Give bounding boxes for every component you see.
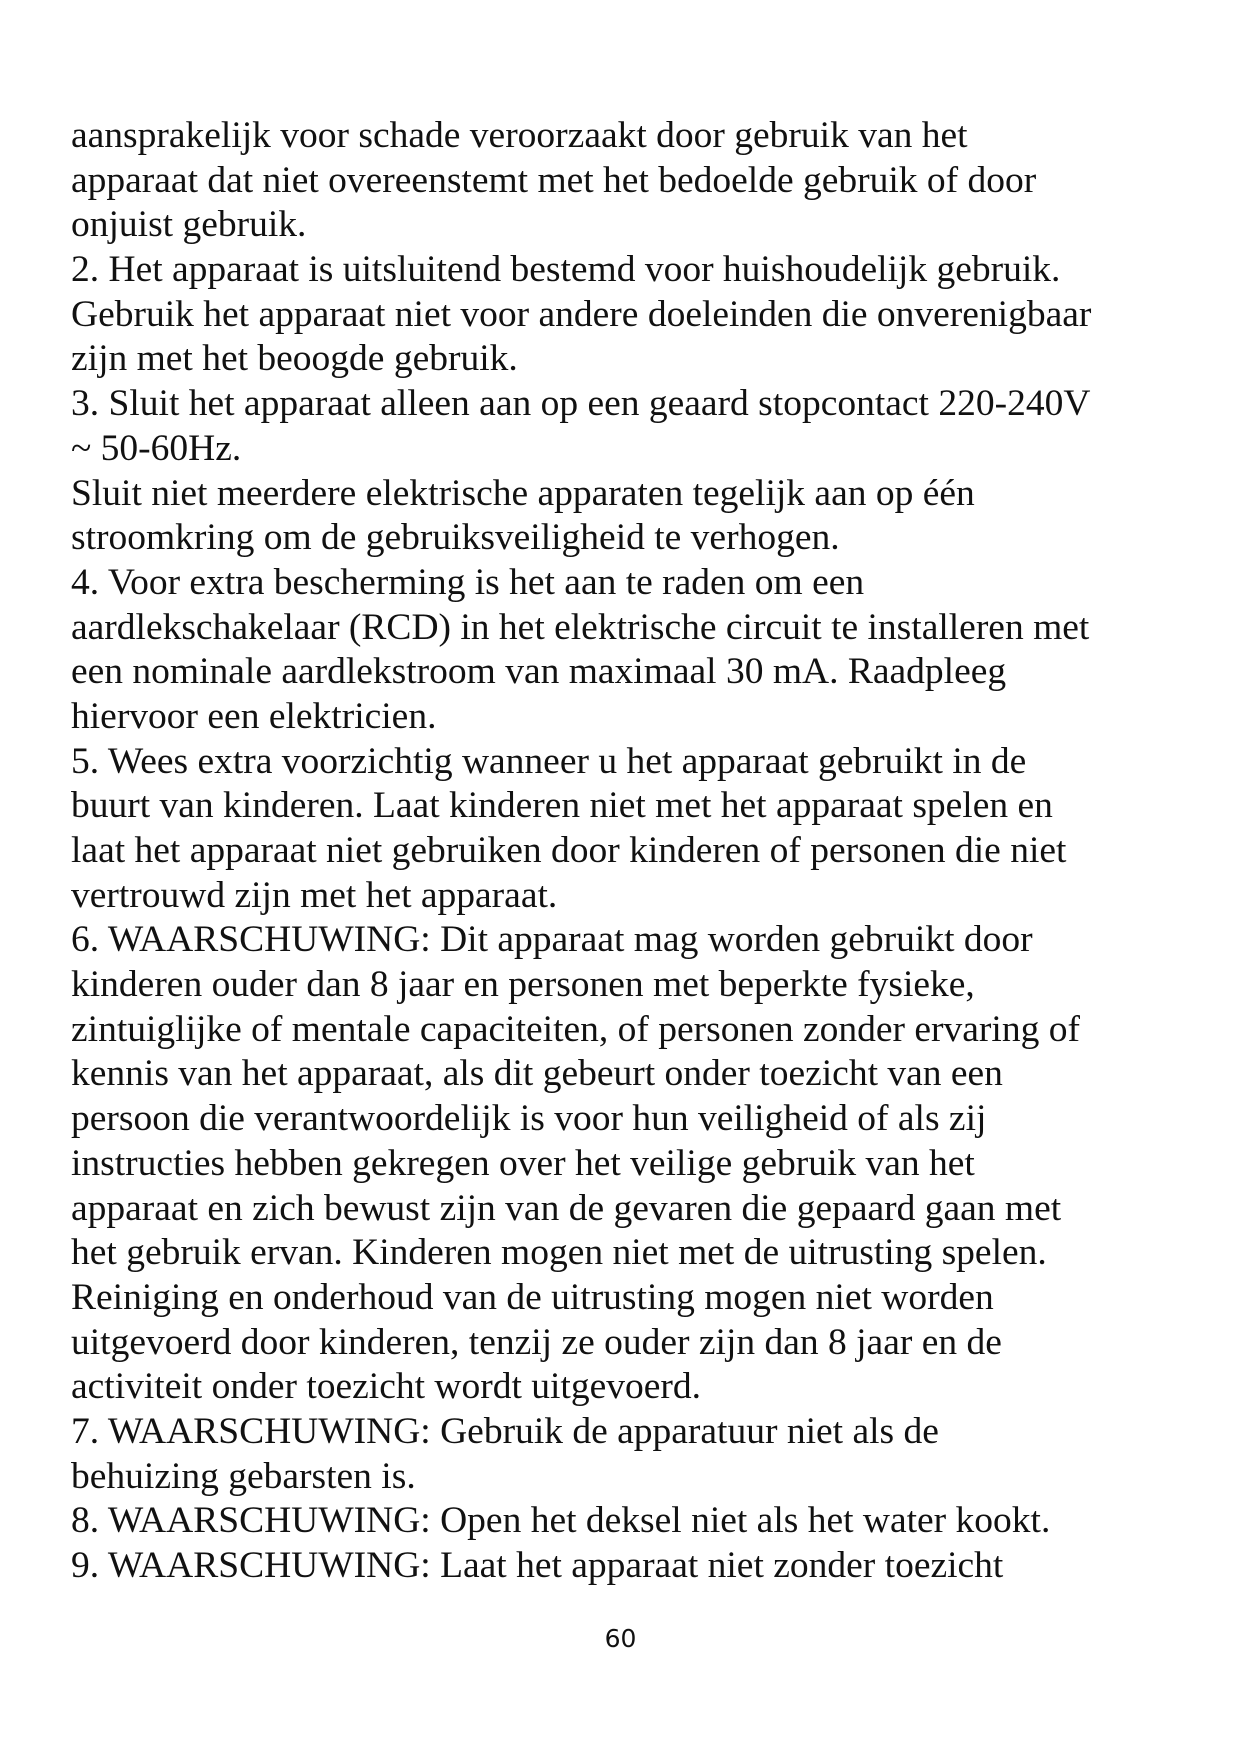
text-line: stroomkring om de gebruiksveiligheid te verhogen. bbox=[71, 517, 840, 559]
text-line: behuizing gebarsten is. bbox=[71, 1455, 416, 1497]
text-line: vertrouwd zijn met het apparaat. bbox=[71, 874, 558, 916]
text-line: instructies hebben gekregen over het veilige gebruik van het bbox=[71, 1142, 975, 1184]
text-line: 3. Sluit het apparaat alleen aan op een geaard stopcontact 220-240V bbox=[71, 383, 1091, 425]
text-line: 6. WAARSCHUWING: Dit apparaat mag worden gebruikt door bbox=[71, 919, 1033, 961]
text-line: 9. WAARSCHUWING: Laat het apparaat niet zonder toezicht bbox=[71, 1545, 1004, 1586]
text-line: Gebruik het apparaat niet voor andere doeleinden die onverenigbaar bbox=[71, 293, 1092, 335]
text-line: zintuiglijke of mentale capaciteiten, of personen zonder ervaring of bbox=[71, 1008, 1080, 1050]
text-line: aansprakelijk voor schade veroorzaakt door gebruik van het bbox=[71, 115, 968, 156]
text-line: laat het apparaat niet gebruiken door kinderen of personen die niet bbox=[71, 830, 1067, 871]
body-text bbox=[71, 114, 1181, 1589]
text-line: 7. WAARSCHUWING: Gebruik de apparatuur niet als de bbox=[71, 1410, 939, 1452]
text-line: Reiniging en onderhoud van de uitrusting mogen niet worden bbox=[71, 1276, 994, 1318]
text-line: 4. Voor extra bescherming is het aan te raden om een bbox=[71, 561, 865, 603]
text-line: hiervoor een elektricien. bbox=[71, 695, 437, 737]
text-line: 8. WAARSCHUWING: Open het deksel niet als het water kookt. bbox=[71, 1500, 1051, 1542]
text-line: onjuist gebruik. bbox=[71, 204, 307, 246]
text-line: het gebruik ervan. Kinderen mogen niet met de uitrusting spelen. bbox=[71, 1232, 1047, 1274]
text-line: apparaat dat niet overeenstemt met het bedoelde gebruik of door bbox=[71, 159, 1037, 201]
text-line: apparaat en zich bewust zijn van de gevaren die gepaard gaan met bbox=[71, 1187, 1062, 1229]
text-line: 2. Het apparaat is uitsluitend bestemd voor huishoudelijk gebruik. bbox=[71, 249, 1061, 291]
text-line: Sluit niet meerdere elektrische apparaten tegelijk aan op één bbox=[71, 472, 975, 514]
page-number: 60 bbox=[604, 1624, 637, 1653]
text-line: 5. Wees extra voorzichtig wanneer u het apparaat gebruikt in de bbox=[71, 740, 1027, 782]
text-line: kennis van het apparaat, als dit gebeurt onder toezicht van een bbox=[71, 1053, 1003, 1095]
text-line: ~ 50-60Hz. bbox=[71, 427, 242, 469]
text-line: persoon die verantwoordelijk is voor hun veiligheid of als zij bbox=[71, 1098, 987, 1140]
text-line: uitgevoerd door kinderen, tenzij ze ouder zijn dan 8 jaar en de bbox=[71, 1321, 1002, 1363]
text-line: buurt van kinderen. Laat kinderen niet met het apparaat spelen en bbox=[71, 785, 1053, 827]
text-line: een nominale aardlekstroom van maximaal 30 mA. Raadpleeg bbox=[71, 651, 1007, 693]
text-line: zijn met het beoogde gebruik. bbox=[71, 338, 518, 380]
text-line: activiteit onder toezicht wordt uitgevoerd. bbox=[71, 1366, 701, 1408]
text-line: kinderen ouder dan 8 jaar en personen met beperkte fysieke, bbox=[71, 964, 975, 1006]
text-line: aardlekschakelaar (RCD) in het elektrische circuit te installeren met bbox=[71, 606, 1090, 648]
